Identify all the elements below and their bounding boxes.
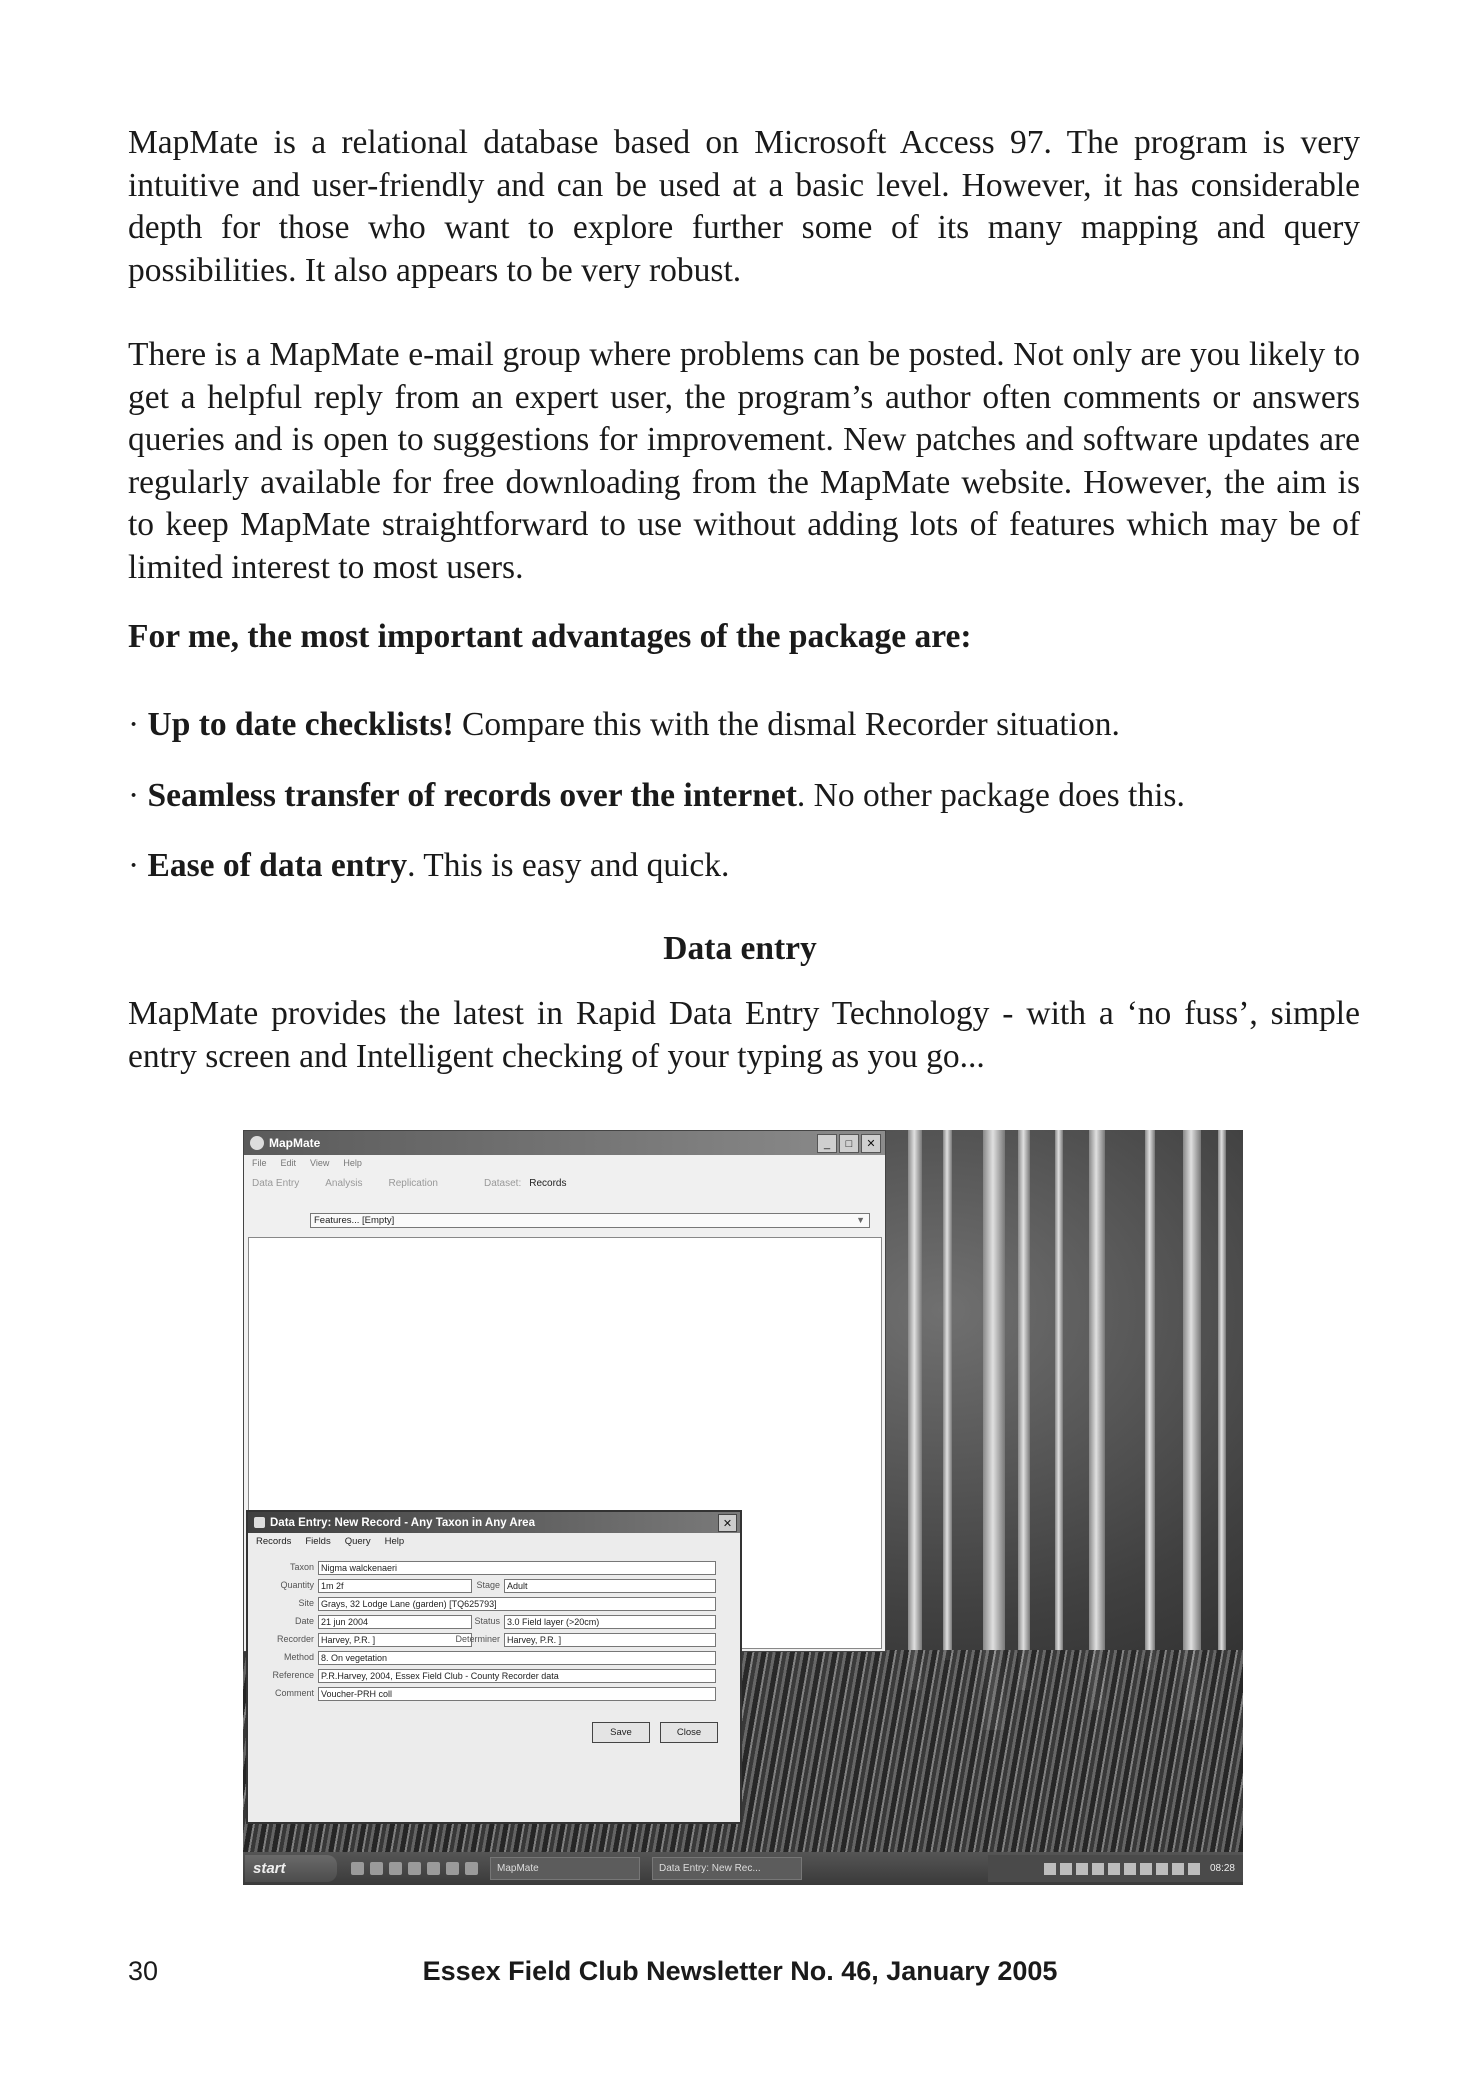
comment-field[interactable]: Voucher-PRH coll	[318, 1687, 716, 1701]
paragraph-text: MapMate provides the latest in Rapid Data Entry Technology - with a ‘no fuss’, simple entry screen and Intelligent checking of your typing as you go...	[128, 995, 1360, 1075]
bullet-item	[128, 845, 729, 887]
start-button[interactable]	[245, 1855, 337, 1882]
quicklaunch-icon[interactable]	[389, 1862, 402, 1875]
publication-footer: Essex Field Club Newsletter No. 46, January 2005	[422, 1956, 1058, 1986]
dataset-value[interactable]: Records	[529, 1177, 567, 1189]
advantages-heading: For me, the most important advantages of the package are:	[128, 618, 972, 655]
tray-icon[interactable]	[1172, 1863, 1184, 1875]
method-label: Method	[283, 1652, 314, 1662]
taxon-label: Taxon	[289, 1562, 314, 1572]
task-data-entry[interactable]: Data Entry: New Rec...	[652, 1857, 802, 1880]
quicklaunch-icon[interactable]	[351, 1862, 364, 1875]
menu-query[interactable]: Query	[344, 1535, 371, 1547]
minimize-icon[interactable]: _	[817, 1134, 837, 1153]
determiner-label: Determiner	[455, 1634, 500, 1644]
menu-help[interactable]: Help	[384, 1535, 405, 1547]
analysis-tool[interactable]: Analysis	[325, 1177, 363, 1189]
mapmate-app-icon	[250, 1136, 264, 1150]
main-window-title: MapMate	[269, 1136, 321, 1150]
method-field[interactable]: 8. On vegetation	[318, 1651, 716, 1665]
quantity-field[interactable]: 1m 2f	[318, 1579, 472, 1593]
menu-view[interactable]: View	[310, 1158, 330, 1168]
quantity-label: Quantity	[280, 1580, 314, 1590]
paragraph-data-entry	[128, 993, 1360, 1078]
quicklaunch-icon[interactable]	[370, 1862, 383, 1875]
stage-field[interactable]: Adult	[504, 1579, 716, 1593]
bullet-marker: ·	[128, 847, 140, 884]
bullet-rest: . No other package does this.	[796, 777, 1185, 814]
tray-icon[interactable]	[1044, 1863, 1056, 1875]
bullet-rest: Compare this with the dismal Recorder situation.	[453, 706, 1120, 743]
paragraph-text: There is a MapMate e-mail group where problems can be posted. Not only are you likely to get a helpful reply from an expert user, the program’s author often comments or answers queries and is open to suggestions for improvement. New patches and software updates are regularly available for free downloading from the MapMate website. However, the aim is to keep MapMate straightforward to use without adding lots of features which may be of limited interest to most users.	[128, 336, 1360, 586]
tray-icon[interactable]	[1060, 1863, 1072, 1875]
date-field[interactable]: 21 jun 2004	[318, 1615, 472, 1629]
start-label: start	[253, 1860, 286, 1877]
status-field[interactable]: 3.0 Field layer (>20cm)	[504, 1615, 716, 1629]
bullet-item	[128, 775, 1185, 817]
bullet-bold: Up to date checklists!	[147, 706, 454, 743]
quicklaunch-icon[interactable]	[408, 1862, 421, 1875]
tray-icon[interactable]	[1092, 1863, 1104, 1875]
quicklaunch-icon[interactable]	[465, 1862, 478, 1875]
windows-taskbar	[243, 1852, 1243, 1885]
bullet-rest: . This is easy and quick.	[407, 847, 730, 884]
menu-help[interactable]: Help	[343, 1158, 362, 1168]
features-value: Features... [Empty]	[314, 1215, 395, 1226]
menu-edit[interactable]: Edit	[280, 1158, 297, 1168]
data-entry-menubar	[248, 1533, 740, 1549]
data-entry-window	[246, 1510, 742, 1824]
features-dropdown[interactable]	[310, 1213, 870, 1228]
paragraph-email-group	[128, 334, 1360, 589]
menu-file[interactable]: File	[252, 1158, 267, 1168]
data-entry-title: Data Entry: New Record - Any Taxon in Any Area	[270, 1516, 535, 1529]
bullet-marker: ·	[128, 777, 140, 814]
system-tray	[988, 1855, 1243, 1882]
site-label: Site	[298, 1598, 314, 1608]
tray-icon[interactable]	[1124, 1863, 1136, 1875]
replication-tool[interactable]: Replication	[388, 1177, 438, 1189]
close-button[interactable]: Close	[660, 1722, 718, 1743]
page-number: 30	[128, 1956, 159, 1986]
paragraph-text: MapMate is a relational database based on Microsoft Access 97. The program is very intuitive and user-friendly and can be used at a basic level. However, it has considerable depth for those who want to explore further some of its many mapping and query possibilities. It also appears to be very robust.	[128, 124, 1360, 289]
determiner-field[interactable]: Harvey, P.R. ]	[504, 1633, 716, 1647]
paragraph-intro	[128, 122, 1360, 292]
window-icon	[254, 1517, 265, 1528]
tray-icon[interactable]	[1156, 1863, 1168, 1875]
taxon-field[interactable]: Nigma walckenaeri	[318, 1561, 716, 1575]
site-field[interactable]: Grays, 32 Lodge Lane (garden) [TQ625793]	[318, 1597, 716, 1611]
bullet-marker: ·	[128, 706, 140, 743]
quicklaunch-icon[interactable]	[446, 1862, 459, 1875]
menu-records[interactable]: Records	[256, 1535, 292, 1547]
recorder-field[interactable]: Harvey, P.R. ]	[318, 1633, 472, 1647]
section-title: Data entry	[663, 930, 817, 967]
clock: 08:28	[1209, 1863, 1235, 1874]
main-toolbar	[244, 1171, 885, 1195]
quick-launch	[351, 1862, 478, 1875]
bullet-bold: Ease of data entry	[147, 847, 408, 884]
quicklaunch-icon[interactable]	[427, 1862, 440, 1875]
stage-label: Stage	[476, 1580, 500, 1590]
main-menubar	[244, 1155, 885, 1171]
bullet-bold: Seamless transfer of records over the internet	[147, 777, 797, 814]
recorder-label: Recorder	[276, 1634, 314, 1644]
close-icon[interactable]: ✕	[861, 1134, 881, 1153]
menu-fields[interactable]: Fields	[305, 1535, 331, 1547]
dataset-label: Dataset:	[483, 1177, 522, 1189]
reference-label: Reference	[272, 1670, 314, 1680]
tray-icon[interactable]	[1188, 1863, 1200, 1875]
bullet-item	[128, 704, 1120, 746]
dropdown-arrow-icon[interactable]: ▼	[856, 1215, 865, 1225]
tray-icon[interactable]	[1108, 1863, 1120, 1875]
main-titlebar	[244, 1131, 885, 1155]
comment-label: Comment	[274, 1688, 314, 1698]
data-entry-titlebar	[248, 1512, 740, 1533]
data-entry-tool[interactable]: Data Entry	[252, 1177, 300, 1189]
date-label: Date	[294, 1616, 314, 1626]
reference-field[interactable]: P.R.Harvey, 2004, Essex Field Club - County Recorder data	[318, 1669, 716, 1683]
tray-icon[interactable]	[1140, 1863, 1152, 1875]
close-icon[interactable]: ✕	[718, 1514, 737, 1532]
task-mapmate[interactable]: MapMate	[490, 1857, 640, 1880]
status-label: Status	[474, 1616, 500, 1626]
save-button[interactable]: Save	[592, 1722, 650, 1743]
tray-icon[interactable]	[1076, 1863, 1088, 1875]
mapmate-screenshot-figure	[243, 1130, 1243, 1885]
maximize-icon[interactable]: □	[839, 1134, 859, 1153]
